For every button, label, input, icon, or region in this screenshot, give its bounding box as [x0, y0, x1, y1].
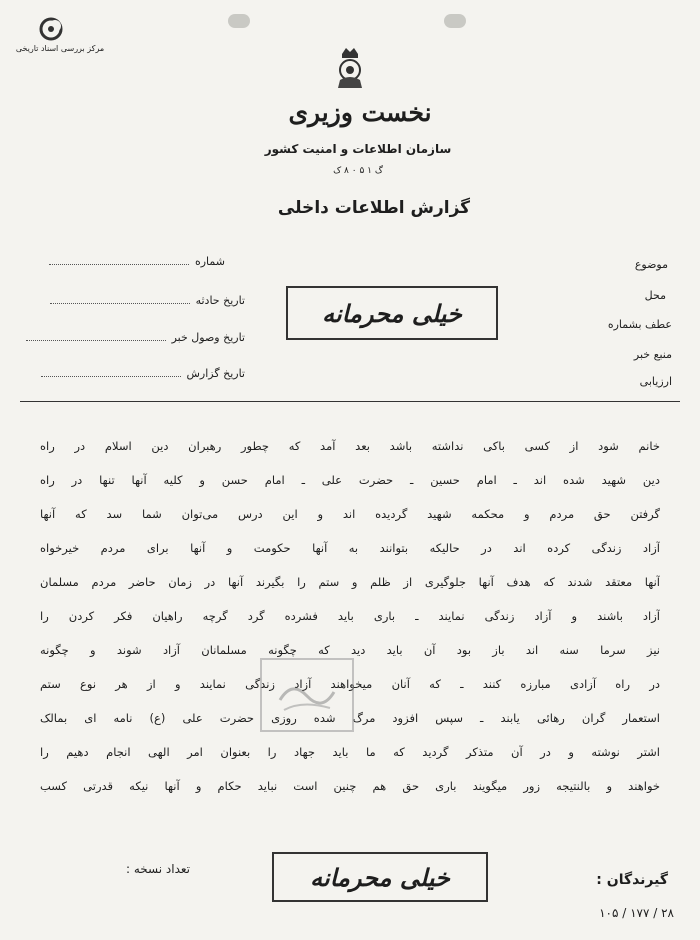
field-number: شماره [49, 254, 225, 268]
body-line: آنها معتقد شدند که هدف آنها جلوگیری از ظلم و ستم را بگیرند آنها در زمان حاضر مردم مسلمان [40, 575, 660, 589]
body-line: آزاد باشند و آزاد زندگی نمایند ـ باری باید فشرده گرد گرچه راهیان فکر کردن را [40, 609, 660, 623]
lion-and-sun-emblem-icon [328, 46, 372, 92]
archive-logo-icon [36, 16, 66, 42]
dotted-line [41, 366, 181, 377]
body-line: خواهند و بالنتیجه زور میگویند باری حق هم چنین است نباید حکام و آنها نیکه قدرتی کسب [40, 779, 660, 793]
field-source: منبع خبر [633, 348, 672, 361]
body-line: دین شهید شده اند ـ امام حسین ـ حضرت علی ـ امام حسن و کلیه آنها تنها در راه [40, 473, 660, 487]
report-body [40, 436, 660, 810]
organization-subtitle: سازمان اطلاعات و امنیت کشور [264, 142, 452, 156]
body-line: آزاد زندگی کرده اند در حالیکه بتوانند به آنها حکومت و آنها برای مردم خیرخواه [40, 541, 660, 555]
field-report-date: تاریخ گزارش [41, 366, 246, 380]
body-line: اشتر نوشته و در آن متذکر گردید که ما باید جهاد را بعنوان امر الهی انجام دهیم را [40, 745, 660, 759]
document-code: گ ۱ ۵ ۰ ۸ ک [333, 166, 383, 176]
field-location: محل [644, 289, 666, 302]
body-line: در راه آزادی مبارزه کنند ـ که آنان میخواهند آزاد زندگی نمایند و از هر نوع ستم [40, 677, 660, 691]
dotted-line [26, 330, 166, 341]
copies-count-label: تعداد نسخه : [126, 862, 191, 876]
dotted-line [49, 254, 189, 265]
archive-name: مرکز بررسی اسناد تاریخی [15, 44, 105, 53]
document-number: ۲۸ / ۱۷۷ / ۱۰۵ [599, 906, 674, 920]
faint-stamp-icon [272, 670, 342, 720]
field-subject: موضوع [634, 258, 668, 271]
body-line: خانم شود از کسی باکی نداشته باشد بعد آمد که چطور رهبران دین اسلام در راه [40, 439, 660, 453]
ministry-title: نخست وزیری [288, 98, 432, 127]
field-reference: عطف بشماره [607, 318, 672, 331]
faint-stamp-mark [260, 658, 354, 732]
top-secret-stamp-top: خیلی محرمانه [286, 286, 498, 340]
field-receipt-date: تاریخ وصول خبر [26, 330, 245, 344]
top-secret-stamp-bottom: خیلی محرمانه [272, 852, 488, 902]
field-incident-date: تاریخ حادثه [50, 293, 245, 307]
field-assessment: ارزیابی [639, 375, 672, 388]
dotted-line [50, 293, 190, 304]
punch-hole-right [444, 14, 466, 28]
punch-hole-left [228, 14, 250, 28]
body-line: نیز سرما سنه اند باز بود آن باید دید که چگونه مسلمانان آزاد شوند و چگونه [40, 643, 660, 657]
recipients-label: گیرندگان : [596, 872, 668, 888]
report-title: گزارش اطلاعات داخلی [277, 198, 471, 218]
body-line: استعمار گران رهائی یابند ـ سپس افزود مرگ شده روزی حضرت علی (ع) نامه ای بمالک [40, 711, 660, 725]
header-divider [20, 401, 680, 402]
body-line: گرفتن حق مردم و محکمه شهید گردیده اند و این درس می‌توان شما سد که آنها [40, 507, 660, 521]
